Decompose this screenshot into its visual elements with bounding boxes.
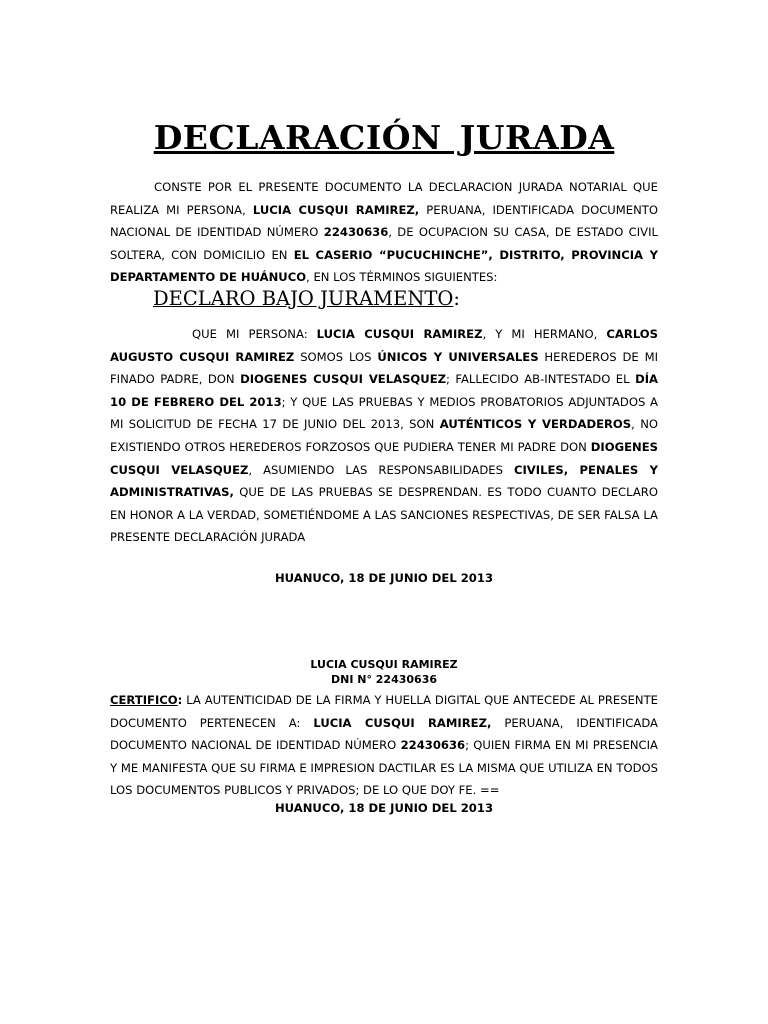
dni-number: 22430636 — [323, 225, 389, 240]
intro-text: CONSTE POR EL PRESENTE DOCUMENTO LA DECLARACION JURADA NOTARIAL QUE REALIZA MI PERSONA, — [110, 180, 658, 217]
cert-text: ; QUIEN FIRMA EN MI PRESENCIA Y ME MANIFESTA QUE SU FIRMA E IMPRESION DACTILAR ES LA MISMA QUE UTILIZA EN TODOS LOS DOCUMENTOS PUBLICOS Y PRIVADOS; DE LO QUE DOY FE. == — [110, 738, 658, 798]
cert-text: PERUANA, IDENTIFICADA DOCUMENTO NACIONAL DE IDENTIDAD NÚMERO — [110, 715, 658, 753]
declaro-heading — [153, 287, 460, 310]
body-text: HEREDEROS DE MI FINADO PADRE, DON — [110, 349, 658, 387]
signer-dni: DNI N° 22430636 — [330, 673, 438, 686]
address: EL CASERIO “PUCUCHINCHE”, DISTRITO, PROVINCIA Y DEPARTAMENTO DE HUÁNUCO — [110, 247, 658, 285]
cert-text: LA AUTENTICIDAD DE LA FIRMA Y HUELLA DIGITAL QUE ANTECEDE AL PRESENTE DOCUMENTO PERTENECEN A: — [110, 693, 658, 730]
declaro-colon: : — [453, 287, 460, 310]
father-name: DIOGENES CUSQUI VELASQUEZ — [110, 439, 658, 477]
body-text: SOMOS LOS — [294, 349, 378, 364]
body-text: QUE DE LAS PRUEBAS SE DESPRENDAN. ES TODO CUANTO DECLARO EN HONOR A LA VERDAD, SOMETIÉNDOME A LAS SANCIONES RESPECTIVAS, DE SER FALSA LA PRESENTE DECLARACIÓN JURADA — [110, 485, 658, 545]
signer-name: LUCIA CUSQUI RAMIREZ — [310, 658, 458, 671]
certifico-colon: : — [177, 693, 183, 707]
intro-paragraph — [110, 176, 658, 289]
father-name: DIOGENES CUSQUI VELASQUEZ — [240, 372, 447, 387]
body-text: , NO EXISTIENDO OTROS HEREDEROS FORZOSOS QUE PUDIERA TENER MI PADRE DON — [110, 417, 658, 454]
declarant-name: LUCIA CUSQUI RAMIREZ, — [252, 202, 420, 217]
body-text: QUE MI PERSONA: — [192, 327, 317, 341]
responsibilities-phrase: CIVILES, PENALES Y ADMINISTRATIVAS, — [110, 462, 659, 500]
place-date: HUANUCO, 18 DE JUNIO DEL 2013 — [274, 571, 494, 585]
authentic-phrase: AUTÉNTICOS Y VERDADEROS — [439, 417, 632, 432]
death-date: DÍA 10 DE FEBRERO DEL 2013 — [110, 372, 658, 409]
document-title: DECLARACIÓN JURADA — [153, 118, 615, 157]
heirs-phrase: ÚNICOS Y UNIVERSALES — [377, 349, 539, 364]
declarant-name: LUCIA CUSQUI RAMIREZ, — [313, 715, 492, 730]
body-text: ; Y QUE LAS PRUEBAS Y MEDIOS PROBATORIOS ADJUNTADOS A MI SOLICITUD DE FECHA 17 DE JUNIO DEL 2013, SON — [110, 394, 658, 432]
body-text: , ASUMIENDO LAS RESPONSABILIDADES — [248, 462, 514, 477]
brother-name: CARLOS AUGUSTO CUSQUI RAMIREZ — [110, 327, 659, 364]
certification-paragraph — [110, 689, 658, 802]
intro-text: , EN LOS TÉRMINOS SIGUIENTES: — [306, 270, 498, 285]
intro-text: , DE OCUPACION SU CASA, DE ESTADO CIVIL SOLTERA, CON DOMICILIO EN — [110, 225, 658, 262]
certifico-label: CERTIFICO — [110, 693, 178, 707]
body-text: , Y MI HERMANO, — [482, 327, 607, 341]
certification-date: HUANUCO, 18 DE JUNIO DEL 2013 — [274, 801, 494, 815]
dni-number: 22430636 — [400, 738, 466, 753]
declaration-body — [110, 323, 658, 549]
declarant-name: LUCIA CUSQUI RAMIREZ — [316, 327, 483, 341]
declaro-label: DECLARO BAJO JURAMENTO — [153, 287, 454, 310]
body-text: ; FALLECIDO AB-INTESTADO EL — [446, 372, 636, 387]
intro-text: PERUANA, IDENTIFICADA DOCUMENTO NACIONAL DE IDENTIDAD NÚMERO — [110, 202, 658, 240]
